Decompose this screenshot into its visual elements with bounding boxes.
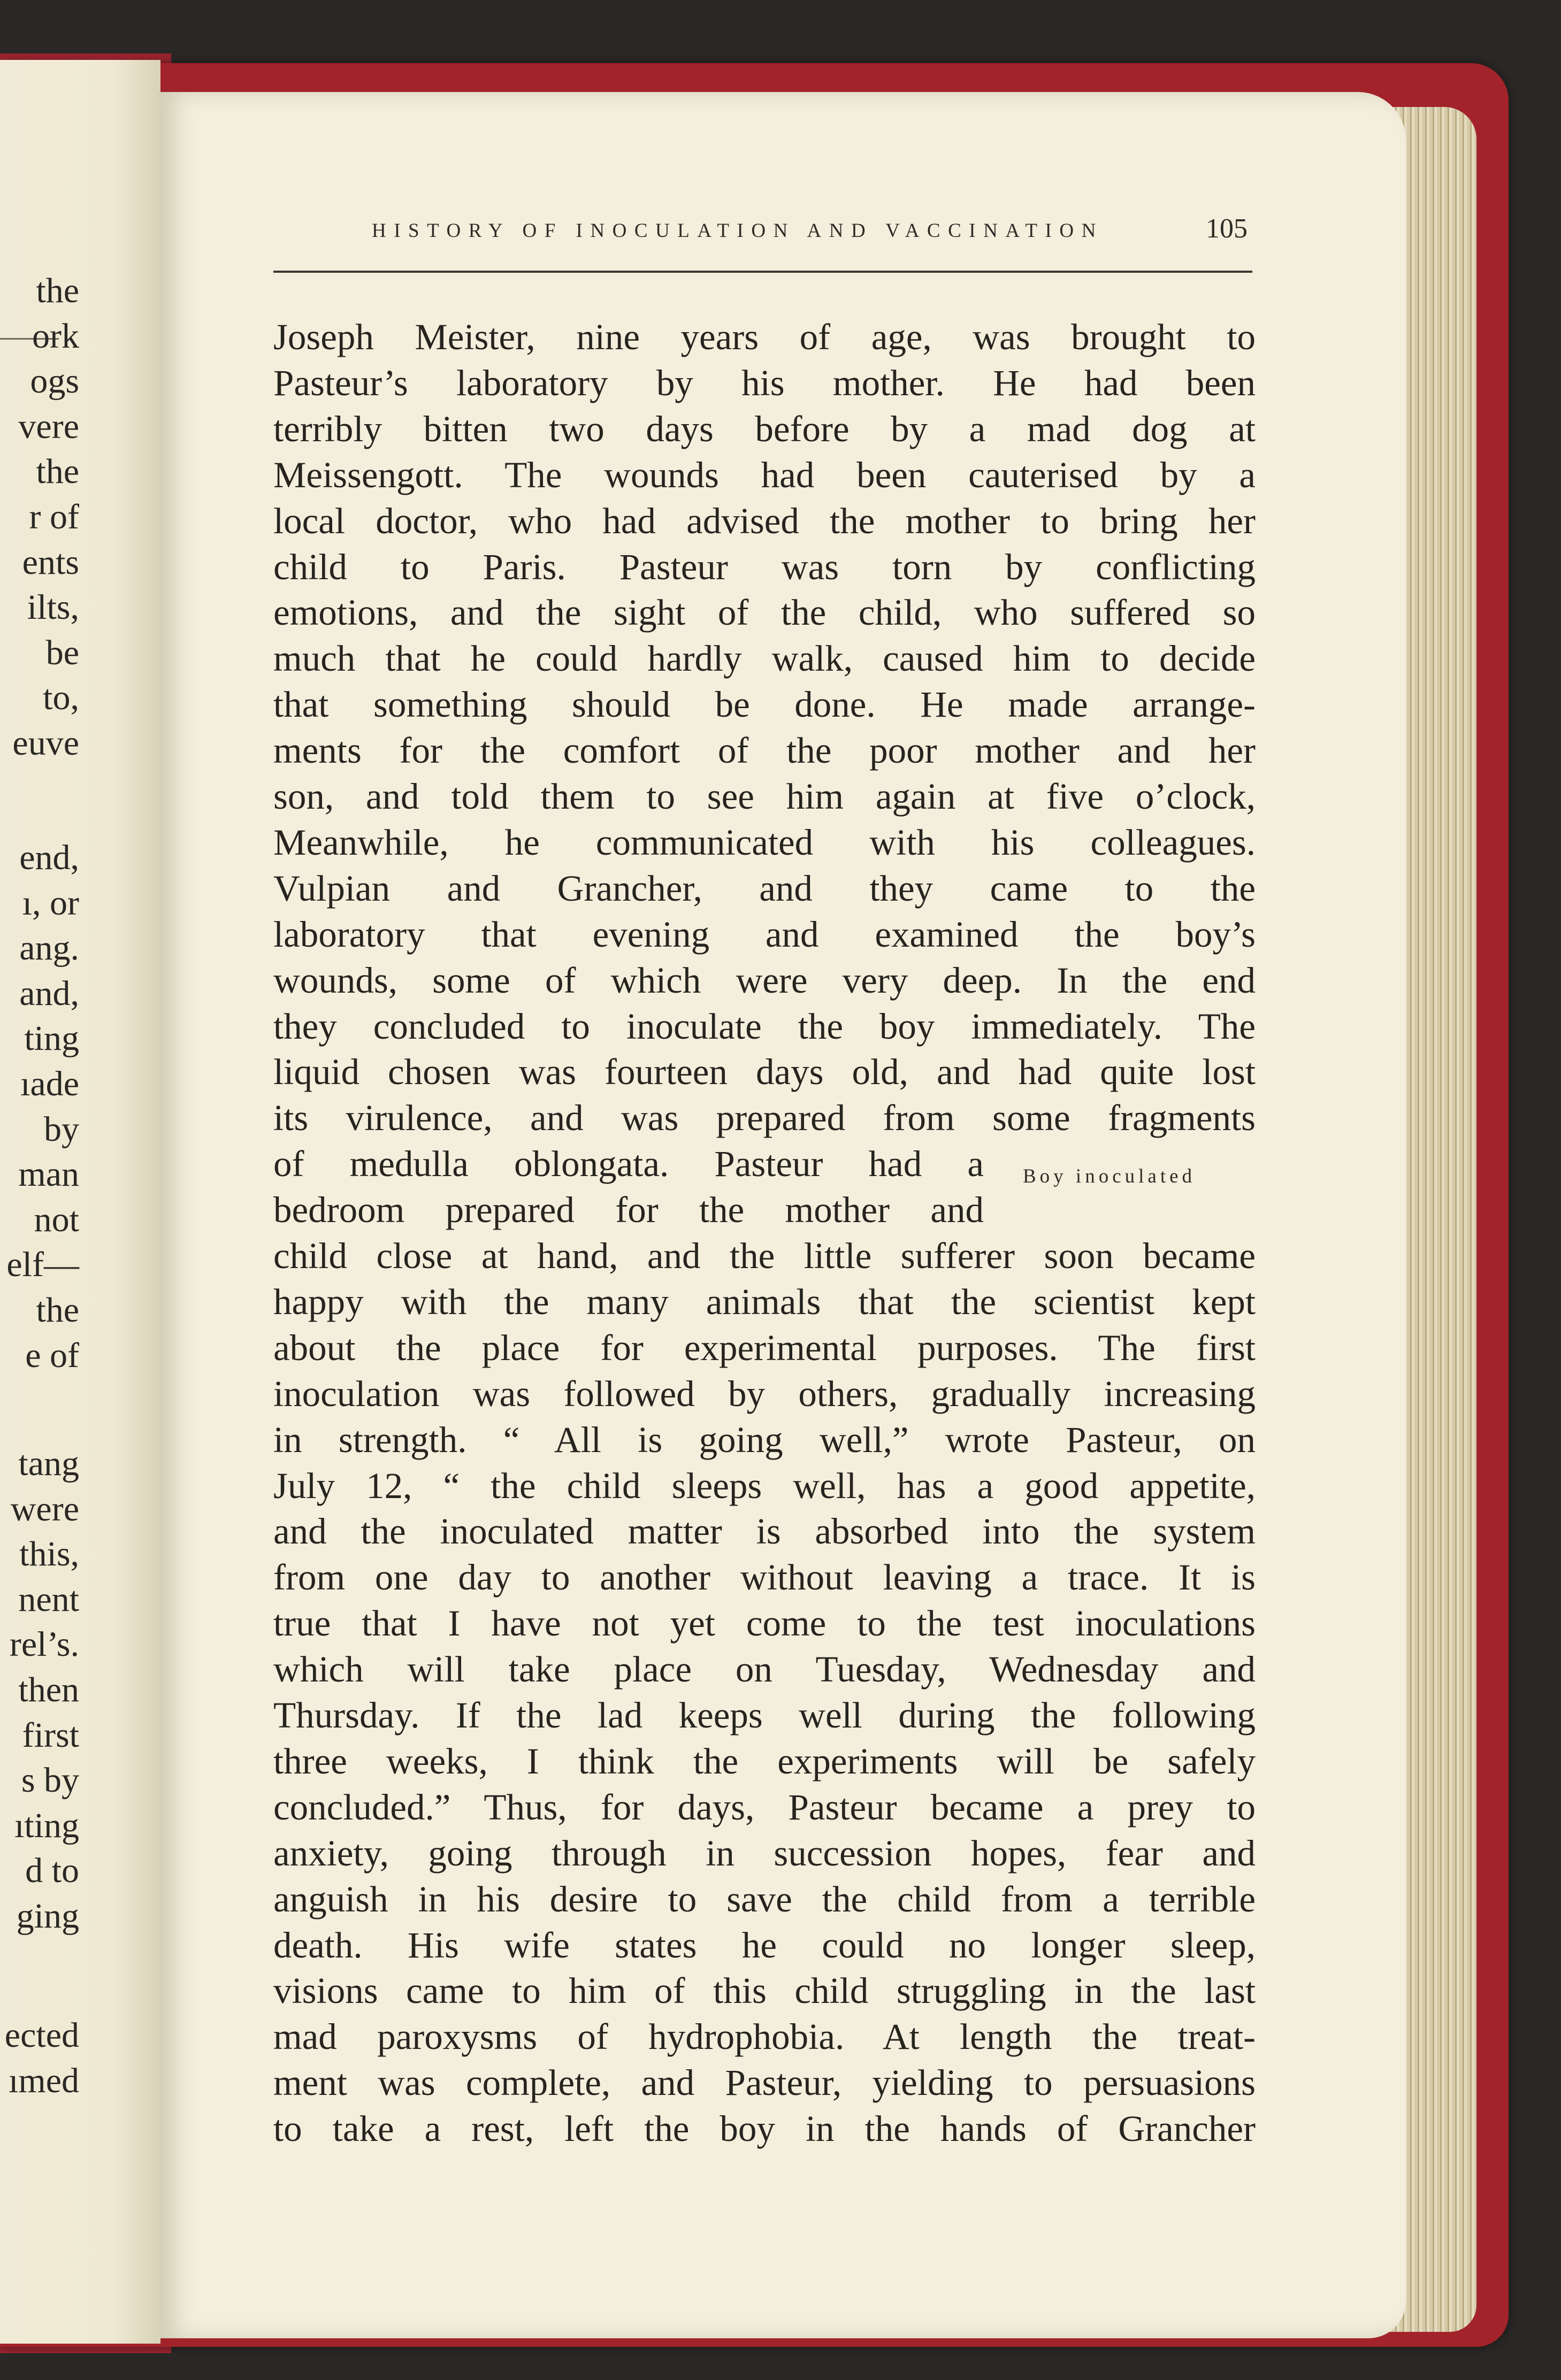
margin-note: Boy inoculated [1023,1165,1196,1187]
text-line: happy with the many animals that the scientist kept [273,1281,1256,1322]
text-line: that something should be done. He made arrange- [273,684,1256,725]
text-line: liquid chosen was fourteen days old, and had quite lost [273,1051,1256,1093]
text-line: much that he could hardly walk, caused him to decide [273,638,1256,679]
left-text-line: euve [12,723,79,763]
left-text-line: ang. [19,928,79,968]
text-line: anguish in his desire to save the child from a terrible [273,1878,1256,1920]
left-text-line: ıting [14,1806,79,1845]
left-text-line: s by [21,1761,79,1800]
left-text-line: then [18,1670,79,1709]
text-line: concluded.” Thus, for days, Pasteur became a prey to [273,1786,1256,1828]
left-text-line: end, [19,838,79,877]
left-text-block [12,268,79,766]
left-text-line: nent [18,1579,79,1619]
text-line: and the inoculated matter is absorbed into the system [273,1511,1256,1552]
left-text-line: ging [16,1896,79,1936]
left-text-line: to, [43,678,79,718]
text-line: its virulence, and was prepared from some fragments [273,1097,1256,1139]
text-line: inoculation was followed by others, gradually increasing [273,1373,1256,1414]
left-text-line: not [34,1200,79,1239]
text-line: child to Paris. Pasteur was torn by conflicting [273,546,1256,587]
left-text-line: e of [25,1335,79,1375]
text-line: ments for the comfort of the poor mother and her [273,730,1256,771]
text-line: emotions, and the sight of the child, who suffered so [273,592,1256,633]
text-line: visions came to him of this child struggling in the last [273,1970,1256,2012]
left-text-line: be [45,633,79,672]
text-line: child close at hand, and the little sufferer soon became [273,1235,1256,1276]
left-text-line: ımed [9,2061,79,2100]
text-line: three weeks, I think the experiments will be safely [273,1740,1256,1782]
text-line: Joseph Meister, nine years of age, was brought to [273,317,1256,357]
left-text-line: ilts, [27,588,79,627]
text-line: true that I have not yet come to the test inoculations [273,1603,1256,1644]
text-line: death. His wife states he could no longer sleep, [273,1924,1256,1966]
text-line: about the place for experimental purposes. The first [273,1327,1256,1368]
left-text-line: ı, or [22,883,79,923]
text-line: July 12, “ the child sleeps well, has a good appetite, [273,1465,1256,1506]
left-text-line: ents [22,542,79,582]
left-text-line: elf— [6,1245,79,1285]
text-line: from one day to another without leaving a trace. It is [273,1557,1256,1598]
text-line: which will take place on Tuesday, Wednesday and [273,1649,1256,1690]
left-text-line: were [10,1489,79,1529]
text-line: of medulla oblongata. Pasteur had a [273,1143,984,1185]
left-text-line: ork [32,316,79,356]
left-text-line: r of [29,497,79,536]
left-text-block [6,835,79,1378]
left-text-block [10,1441,79,1939]
text-line: local doctor, who had advised the mother to bring her [273,500,1256,541]
left-text-block [5,2013,79,2103]
left-text-line: d to [25,1851,79,1891]
text-line: laboratory that evening and examined the boy’s [273,913,1256,955]
page-number: 105 [1206,213,1248,244]
running-head: HISTORY OF INOCULATION AND VACCINATION [372,220,1104,242]
text-line: Pasteur’s laboratory by his mother. He had been [273,362,1256,403]
text-line: mad paroxysms of hydrophobia. At length the treat- [273,2016,1256,2057]
left-text-line: the [36,1290,79,1330]
header-rule [273,271,1252,273]
left-text-line: ting [24,1019,79,1058]
text-line: Vulpian and Grancher, and they came to the [273,867,1256,909]
text-line: terribly bitten two days before by a mad dog at [273,408,1256,449]
left-page [0,60,160,2344]
text-line: Meanwhile, he communicated with his colleagues. [273,822,1256,863]
text-line: Meissengott. The wounds had been cauterised by a [273,454,1256,495]
text-line: they concluded to inoculate the boy immediately. The [273,1005,1256,1047]
left-text-line: rel’s. [9,1625,79,1664]
text-line: ment was complete, and Pasteur, yielding to persuasions [273,2062,1256,2103]
left-text-line: first [22,1715,79,1755]
left-text-line: by [44,1109,79,1149]
left-text-line: the [36,271,79,310]
left-text-line: ogs [30,362,79,401]
text-line: Thursday. If the lad keeps well during the following [273,1695,1256,1736]
left-text-line: and, [19,973,79,1013]
text-line: bedroom prepared for the mother and [273,1189,984,1231]
left-text-line: this, [19,1534,79,1574]
text-line: anxiety, going through in succession hopes, fear and [273,1832,1256,1874]
left-text-line: man [18,1155,79,1194]
text-line: wounds, some of which were very deep. In the end [273,959,1256,1001]
text-line: to take a rest, left the boy in the hands of Grancher [273,2108,1256,2149]
text-line: son, and told them to see him again at five o’clock, [273,776,1256,817]
left-text-line: ıade [20,1064,79,1103]
text-line: in strength. “ All is going well,” wrote Pasteur, on [273,1419,1256,1460]
left-text-line: the [36,452,79,492]
left-text-line: ected [4,2016,79,2055]
left-text-line: vere [18,406,79,446]
left-text-line: tang [18,1444,79,1483]
